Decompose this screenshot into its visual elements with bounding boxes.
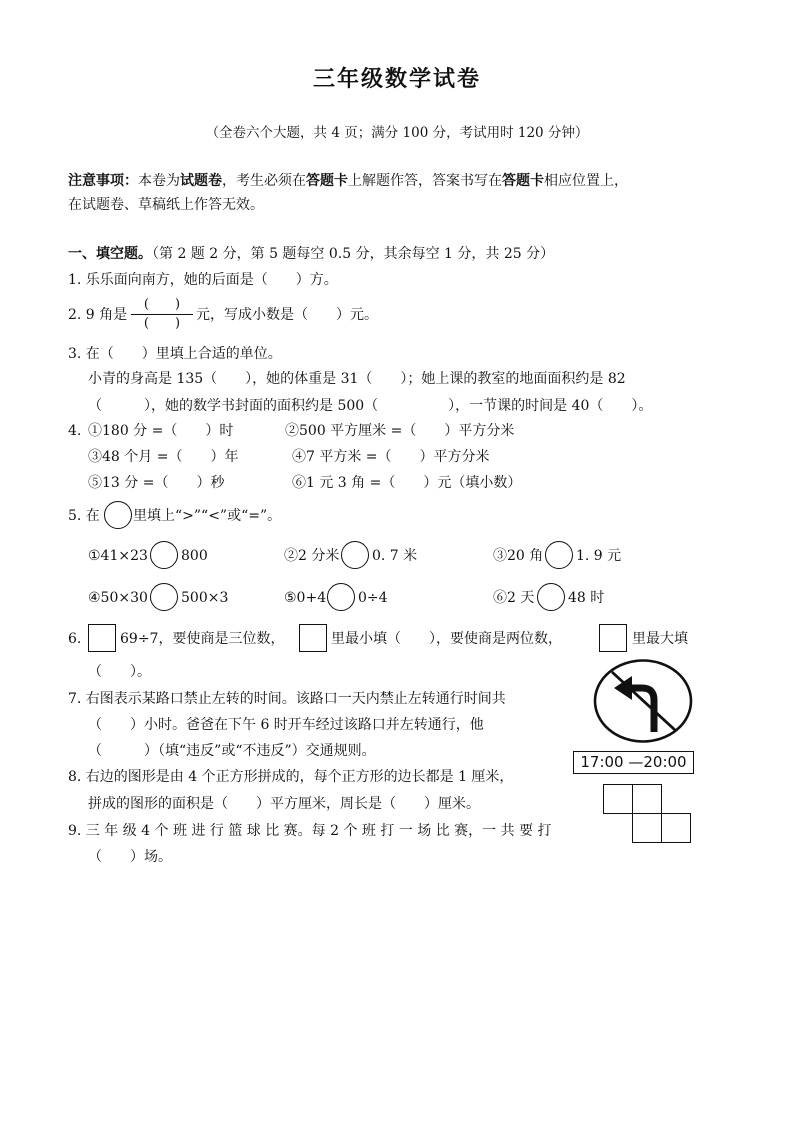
question-2-suffix: 元，写成小数是（ ）元。	[196, 307, 378, 323]
q5-item-6-left: ⑥2 天	[493, 590, 535, 606]
notice-label: 注意事项：	[68, 173, 138, 189]
compare-circle-3[interactable]	[545, 541, 573, 569]
q5-item-1-right: 800	[181, 548, 208, 564]
unit-square	[661, 813, 691, 843]
fraction-blank[interactable]	[131, 296, 193, 332]
q5-item-5-right: 0÷4	[358, 590, 388, 606]
question-6-number: 6.	[68, 631, 82, 647]
question-6-text-1: 69÷7，要使商是三位数，	[120, 631, 285, 647]
question-6-line-2: （ ）。	[88, 664, 151, 680]
fraction-numerator: ( )	[143, 297, 181, 312]
fraction-denominator: ( )	[143, 316, 181, 331]
compare-circle-5[interactable]	[327, 583, 355, 611]
q4-item-b: ②500 平方厘米 =（ ）平方分米	[285, 423, 515, 439]
question-9-line-2: （ ）场。	[88, 849, 172, 865]
notice-text: 相应位置上，	[544, 173, 628, 189]
notice-line-1	[68, 172, 628, 190]
compare-circle-6[interactable]	[537, 583, 565, 611]
q5-item-6-right: 48 时	[568, 590, 605, 606]
notice-text: 上解题作答，答案书写在	[348, 173, 502, 189]
question-8: 8. 右边的图形是由 4 个正方形拼成的，每个正方形的边长都是 1 厘米，	[68, 769, 514, 785]
page-title: 三年级数学试卷	[312, 66, 481, 92]
compare-circle-example	[104, 501, 132, 529]
question-3-line-2: 小青的身高是 135（ ），她的体重是 31（ ）；她上课的教室的地面面积约是 82	[88, 371, 626, 387]
question-3: 3. 在（ ）里填上合适的单位。	[68, 346, 282, 362]
notice-text: 本卷为	[138, 173, 180, 189]
notice-text: ，考生必须在	[222, 173, 306, 189]
q4-item-c: ③48 个月 =（ ）年	[88, 449, 239, 465]
q4-item-e: ⑤13 分 =（ ）秒	[88, 475, 225, 491]
section-score-note: （第 2 题 2 分，第 5 题每空 0.5 分，其余每空 1 分，共 25 分）	[152, 246, 555, 262]
notice-line-2: 在试题卷、草稿纸上作答无效。	[68, 197, 264, 213]
q4-item-a: ①180 分 =（ ）时	[88, 423, 234, 439]
question-2-prefix: 2. 9 角是	[68, 307, 128, 323]
q5-item-3-right: 1. 9 元	[576, 548, 622, 564]
unit-square	[632, 813, 662, 843]
fraction-bar	[131, 314, 193, 315]
question-6-text-3: 里最大填	[632, 631, 688, 647]
compare-circle-1[interactable]	[150, 541, 178, 569]
question-3-line-3: （ ），她的数学书封面的面积约是 500（ ），一节课的时间是 40（ ）。	[88, 398, 653, 414]
question-1: 1. 乐乐面向南方，她的后面是（ ）方。	[68, 272, 338, 288]
question-7: 7. 右图表示某路口禁止左转的时间。该路口一天内禁止左转通行时间共	[68, 691, 506, 707]
notice-bold-term: 答题卡	[502, 173, 544, 189]
unit-square	[603, 784, 633, 814]
question-5-prefix: 5. 在	[68, 508, 100, 524]
notice-bold-term: 答题卡	[306, 173, 348, 189]
digit-box[interactable]	[599, 624, 627, 652]
question-8-line-2: 拼成的图形的面积是（ ）平方厘米，周长是（ ）厘米。	[88, 796, 480, 812]
digit-box[interactable]	[88, 624, 116, 652]
no-left-turn-sign-icon	[592, 658, 694, 744]
exam-info: （全卷六个大题，共 4 页；满分 100 分，考试用时 120 分钟）	[205, 125, 589, 141]
q5-item-3-left: ③20 角	[493, 548, 544, 564]
question-5-instruction: 里填上“>”“<”或“=”。	[133, 508, 282, 524]
restriction-time-label: 17:00 —20:00	[573, 751, 694, 774]
section-heading	[68, 245, 554, 263]
section-title: 一、填空题。	[68, 246, 152, 262]
question-7-line-3: （ ）（填“违反”或“不违反”）交通规则。	[88, 743, 376, 759]
question-7-line-2: （ ）小时。爸爸在下午 6 时开车经过该路口并左转通行，他	[88, 717, 484, 733]
question-9: 9. 三 年 级 4 个 班 进 行 篮 球 比 赛。每 2 个 班 打 一 场 比 赛，一 共 要 打	[68, 823, 552, 839]
question-6-text-2: 里最小填（ ），要使商是两位数，	[331, 631, 562, 647]
digit-box[interactable]	[299, 624, 327, 652]
compare-circle-2[interactable]	[341, 541, 369, 569]
notice-bold-term: 试题卷	[180, 173, 222, 189]
question-4-number: 4.	[68, 423, 82, 439]
unit-square	[632, 784, 662, 814]
q5-item-2-right: 0. 7 米	[372, 548, 418, 564]
q5-item-5-left: ⑤0+4	[284, 590, 327, 606]
q4-item-d: ④7 平方米 =（ ）平方分米	[292, 449, 490, 465]
q5-item-4-left: ④50×30	[88, 590, 148, 606]
q4-item-f: ⑥1 元 3 角 =（ ）元（填小数）	[292, 475, 522, 491]
q5-item-2-left: ②2 分米	[284, 548, 340, 564]
q5-item-1-left: ①41×23	[88, 548, 148, 564]
compare-circle-4[interactable]	[150, 583, 178, 611]
q5-item-4-right: 500×3	[181, 590, 229, 606]
